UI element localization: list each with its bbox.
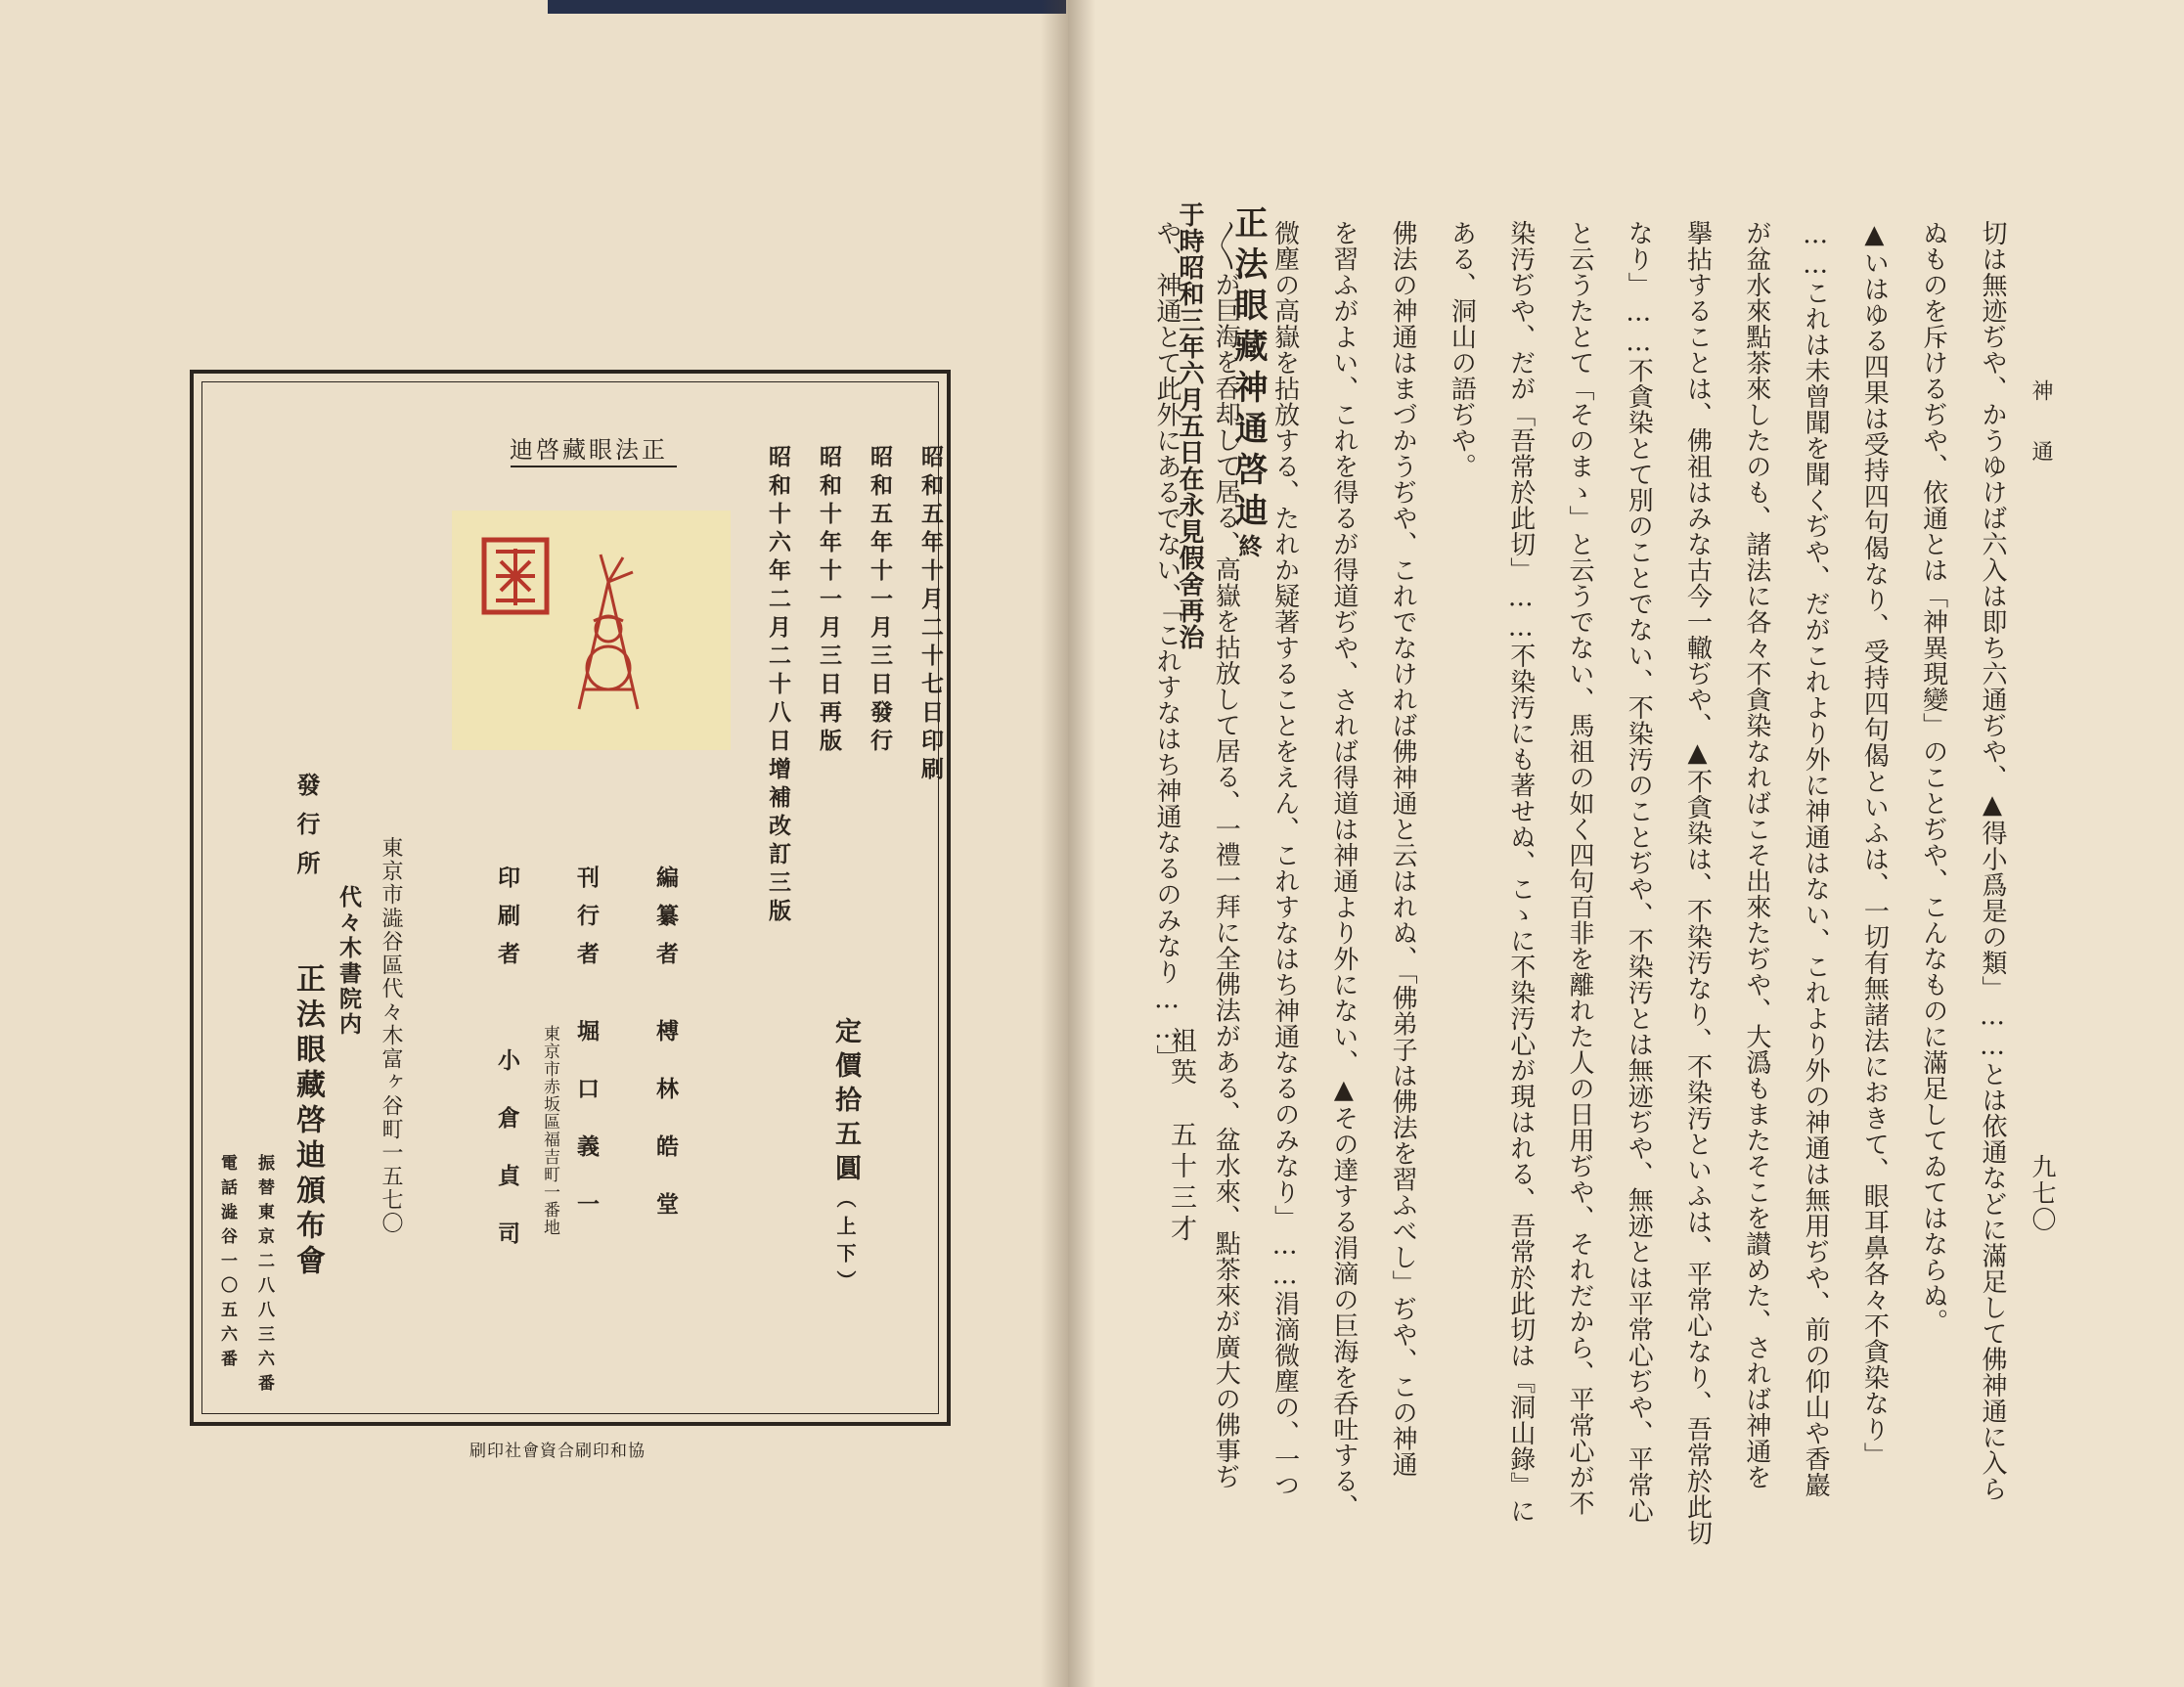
role-label: 刊行者 [573, 866, 600, 980]
body-column: なり」……不貪染とて別のことでない、不染汚のことぢや、不染汚とは無迹ぢや、無迹とは平常心ぢや、平常心 [1624, 220, 1654, 1524]
printer-address: 東京市赤坂區福吉町一番地 [540, 1025, 559, 1236]
price-value: 定價拾五圓 [830, 1017, 861, 1188]
body-column: を習ふがよい、これを得るが得道ぢや、されば得道は神通より外にない、▲その達する涓滴の巨海を呑吐する、 [1328, 220, 1359, 1520]
print-date: 昭和十六年二月二十八日增補改訂三版 [765, 445, 791, 927]
body-column: 擧拈することは、佛祖はみな古今一轍ぢや、▲不貪染は、不染汚なり、不染汚といふは、平常心なり、吾常於此切 [1682, 220, 1713, 1546]
credits [491, 866, 682, 1394]
colophon-book-title: 正法眼藏啓迪 [510, 436, 668, 464]
running-head: 神通 [2028, 379, 2053, 501]
gutter-shadow-right [1068, 0, 1095, 1687]
role-label: 編纂者 [652, 866, 679, 980]
price [826, 1017, 865, 1298]
chapter-end-title [1225, 205, 1272, 565]
gourd-emblem [540, 543, 667, 714]
body-column: ぬものを斥けるぢや、依通とは「神異現變」のことぢや、こんなものに滿足してゐてはならぬ。 [1918, 220, 1948, 1335]
credit-printer [491, 866, 523, 1394]
transfer-account: 振替東京二八八三六番 [254, 1154, 274, 1398]
body-column: ▲いはゆる四果は受持四句偈なり、受持四句偈といふは、一切有無諸法におきて、眼耳鼻各々不貪染なり」 [1859, 220, 1890, 1468]
revision-date: 于時昭和三年六月五日在永見假舍再治 [1175, 201, 1204, 650]
body-column: 染汚ぢや、だが「吾常於此切」……不染汚にも著せぬ、こゝに不染汚心が現はれる、吾常於此切は『洞山錄』に [1505, 220, 1536, 1524]
credit-editor [649, 866, 682, 1394]
role-name: 榑林皓堂 [652, 1019, 679, 1250]
print-history [762, 445, 947, 934]
print-date: 昭和五年十一月三日發行 [867, 445, 893, 757]
chapter-title: 正法眼藏神通啓迪 [1228, 205, 1268, 534]
gutter-shadow-left [1041, 0, 1068, 1687]
end-mark: 終 [1234, 534, 1263, 565]
body-column: が盆水來點茶來したのも、諸法に各々不貪染なればこそ出來たぢや、大潙もまたそこを讃めた、されば神通を [1741, 220, 1771, 1490]
body-column: と云うたとて「そのまゝ」と云うでない、馬祖の如く四句百非を離れた人の日用ぢや、それだから、平常心が不 [1564, 220, 1594, 1516]
body-column: 佛法の神通はまづかうぢや、これでなければ佛神通と云はれぬ、「佛弟子は佛法を習ふべし」ぢや、この神通 [1388, 220, 1418, 1478]
role-name: 小倉貞司 [494, 1048, 520, 1279]
body-column: 〳〵が巨海を呑却して居る、高嶽を拈放して居る、一禮一拜に全佛法がある、盆水來、點茶來が廣大の佛事ぢ [1211, 220, 1241, 1489]
credit-publisher [570, 866, 602, 1394]
author-signature: 祖英 五十三才 [1166, 1027, 1196, 1246]
print-date: 昭和十年十一月三日再版 [816, 445, 842, 757]
phone-number: 電話澁谷一〇五六番 [217, 1154, 237, 1374]
publisher-name: 正法眼藏啓迪頒布會 [290, 963, 325, 1280]
body-column: 微塵の高嶽を拈放する、たれか疑著することをえん、これすなはち神通なるのみなり」……涓滴微塵の、一つ [1270, 220, 1300, 1498]
publisher-label: 發行所 [292, 773, 321, 890]
body-column: 切は無迹ぢや、かうゆけば六入は即ち六通ぢや、▲得小爲是の類」……とは依通などに滿足して佛神通に入ら [1977, 220, 2007, 1502]
body-text [1152, 220, 2007, 1546]
role-name: 堀口義一 [573, 1019, 600, 1250]
role-label: 印刷者 [494, 866, 520, 980]
title-underline [511, 466, 677, 467]
body-column: ある、洞山の語ぢや。 [1447, 220, 1477, 479]
cover-edge [548, 0, 1066, 14]
print-date: 昭和五年十月二十七日印刷 [917, 445, 944, 785]
printer-company: 協和印刷合資會社印刷 [469, 1442, 646, 1461]
publisher-sub: 代々木書院内 [335, 885, 362, 1038]
price-volumes: （上下） [833, 1188, 857, 1298]
body-column: ……これは未曾聞を聞くぢや、だがこれより外に神通はない、これより外の神通は無用ぢや、前の仰山や香巖 [1801, 220, 1831, 1498]
body-column: や、神通とて此外にあるでない、「これすなはち神通なるのみなり……」。 [1152, 220, 1181, 1084]
publisher-address: 東京市澁谷區代々木富ヶ谷町一五七〇 [379, 836, 403, 1235]
page-number: 九七〇 [2028, 1154, 2057, 1233]
